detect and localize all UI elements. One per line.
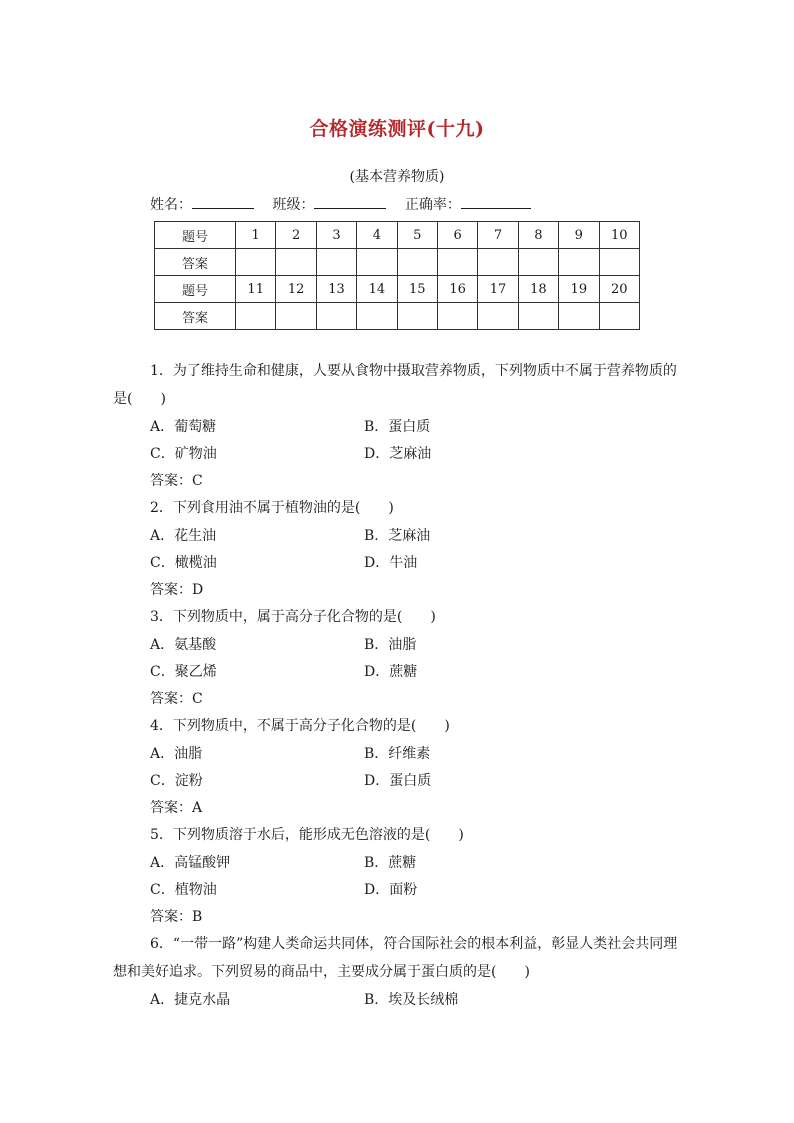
- answer-cell[interactable]: [276, 249, 316, 276]
- option-b: B．芝麻油: [364, 528, 431, 544]
- answer-cell[interactable]: [599, 249, 639, 276]
- option-b: B．蛋白质: [364, 419, 431, 435]
- option-c: C．橄榄油: [150, 555, 217, 571]
- option-c: C．植物油: [150, 882, 217, 898]
- answer-cell[interactable]: [559, 303, 599, 330]
- question-number: 17: [478, 276, 518, 303]
- answer-table: [154, 221, 640, 330]
- question-number: 19: [559, 276, 599, 303]
- accuracy-label: 正确率：: [404, 197, 461, 213]
- answer-cell[interactable]: [236, 249, 276, 276]
- option-c: C．聚乙烯: [150, 664, 217, 680]
- option-c: C．淀粉: [150, 773, 203, 789]
- option-b: B．蔗糖: [364, 855, 417, 871]
- answer-cell[interactable]: [518, 249, 558, 276]
- option-a: A．高锰酸钾: [150, 855, 231, 871]
- answer-text: 答案：A: [150, 800, 203, 816]
- question-stem: 5．下列物质溶于水后，能形成无色溶液的是( ): [150, 827, 464, 843]
- question-number: 13: [316, 276, 356, 303]
- option-a: A．捷克水晶: [150, 992, 231, 1008]
- option-d: D．蔗糖: [364, 664, 418, 680]
- answer-cell[interactable]: [518, 303, 558, 330]
- option-b: B．埃及长绒棉: [364, 992, 459, 1008]
- question-stem-continued: 想和美好追求。下列贸易的商品中，主要成分属于蛋白质的是( ): [113, 964, 530, 980]
- question-number: 12: [276, 276, 316, 303]
- option-d: D．牛油: [364, 555, 418, 571]
- page-subtitle: (基本营养物质): [349, 169, 445, 185]
- class-label: 班级：: [272, 197, 315, 213]
- table-row-answers-2: [155, 303, 640, 330]
- answer-cell[interactable]: [316, 249, 356, 276]
- answer-cell[interactable]: [316, 303, 356, 330]
- name-blank: [192, 196, 254, 209]
- question-number: 4: [357, 222, 397, 249]
- question-number: 9: [559, 222, 599, 249]
- answer-cell[interactable]: [236, 303, 276, 330]
- question-number: 16: [437, 276, 477, 303]
- answer-cell[interactable]: [559, 249, 599, 276]
- question-stem: 2．下列食用油不属于植物油的是( ): [150, 500, 394, 516]
- question-number: 15: [397, 276, 437, 303]
- answer-cell[interactable]: [397, 303, 437, 330]
- name-label: 姓名：: [150, 197, 192, 213]
- answer-cell[interactable]: [478, 303, 518, 330]
- class-blank: [314, 196, 386, 209]
- question-number: 2: [276, 222, 316, 249]
- option-a: A．氨基酸: [150, 637, 217, 653]
- name-field: [150, 194, 254, 214]
- row-label: 答案: [155, 249, 236, 276]
- student-info: [150, 194, 545, 214]
- table-row-numbers-1: [155, 222, 640, 249]
- answer-text: 答案：C: [150, 691, 203, 707]
- question-number: 18: [518, 276, 558, 303]
- answer-cell[interactable]: [599, 303, 639, 330]
- option-d: D．蛋白质: [364, 773, 432, 789]
- option-a: A．油脂: [150, 746, 203, 762]
- answer-cell[interactable]: [357, 249, 397, 276]
- class-field: [272, 194, 386, 214]
- option-a: A．葡萄糖: [150, 419, 217, 435]
- answer-text: 答案：C: [150, 473, 203, 489]
- row-label: 题号: [155, 222, 236, 249]
- question-stem: 6．“一带一路”构建人类命运共同体，符合国际社会的根本利益，彰显人类社会共同理: [150, 936, 678, 952]
- accuracy-field: [405, 194, 531, 214]
- question-stem: 1．为了维持生命和健康，人要从食物中摄取营养物质，下列物质中不属于营养物质的: [150, 363, 677, 379]
- option-b: B．油脂: [364, 637, 417, 653]
- answer-cell[interactable]: [397, 249, 437, 276]
- table-row-numbers-2: [155, 276, 640, 303]
- question-number: 6: [437, 222, 477, 249]
- answer-cell[interactable]: [478, 249, 518, 276]
- row-label: 题号: [155, 276, 236, 303]
- answer-cell[interactable]: [357, 303, 397, 330]
- accuracy-blank: [461, 196, 531, 209]
- question-number: 10: [599, 222, 639, 249]
- question-number: 3: [316, 222, 356, 249]
- page-title: 合格演练测评(十九): [309, 118, 485, 140]
- question-stem: 4．下列物质中，不属于高分子化合物的是( ): [150, 718, 450, 734]
- question-number: 14: [357, 276, 397, 303]
- table-row-answers-1: [155, 249, 640, 276]
- answer-cell[interactable]: [437, 303, 477, 330]
- question-number: 20: [599, 276, 639, 303]
- question-stem-continued: 是( ): [113, 391, 166, 407]
- question-number: 5: [397, 222, 437, 249]
- question-number: 7: [478, 222, 518, 249]
- option-d: D．面粉: [364, 882, 418, 898]
- option-c: C．矿物油: [150, 446, 217, 462]
- answer-cell[interactable]: [437, 249, 477, 276]
- option-b: B．纤维素: [364, 746, 431, 762]
- answer-cell[interactable]: [276, 303, 316, 330]
- option-d: D．芝麻油: [364, 446, 432, 462]
- answer-text: 答案：D: [150, 582, 204, 598]
- row-label: 答案: [155, 303, 236, 330]
- question-number: 1: [236, 222, 276, 249]
- question-number: 11: [236, 276, 276, 303]
- answer-text: 答案：B: [150, 909, 203, 925]
- question-stem: 3．下列物质中，属于高分子化合物的是( ): [150, 609, 436, 625]
- option-a: A．花生油: [150, 528, 217, 544]
- question-number: 8: [518, 222, 558, 249]
